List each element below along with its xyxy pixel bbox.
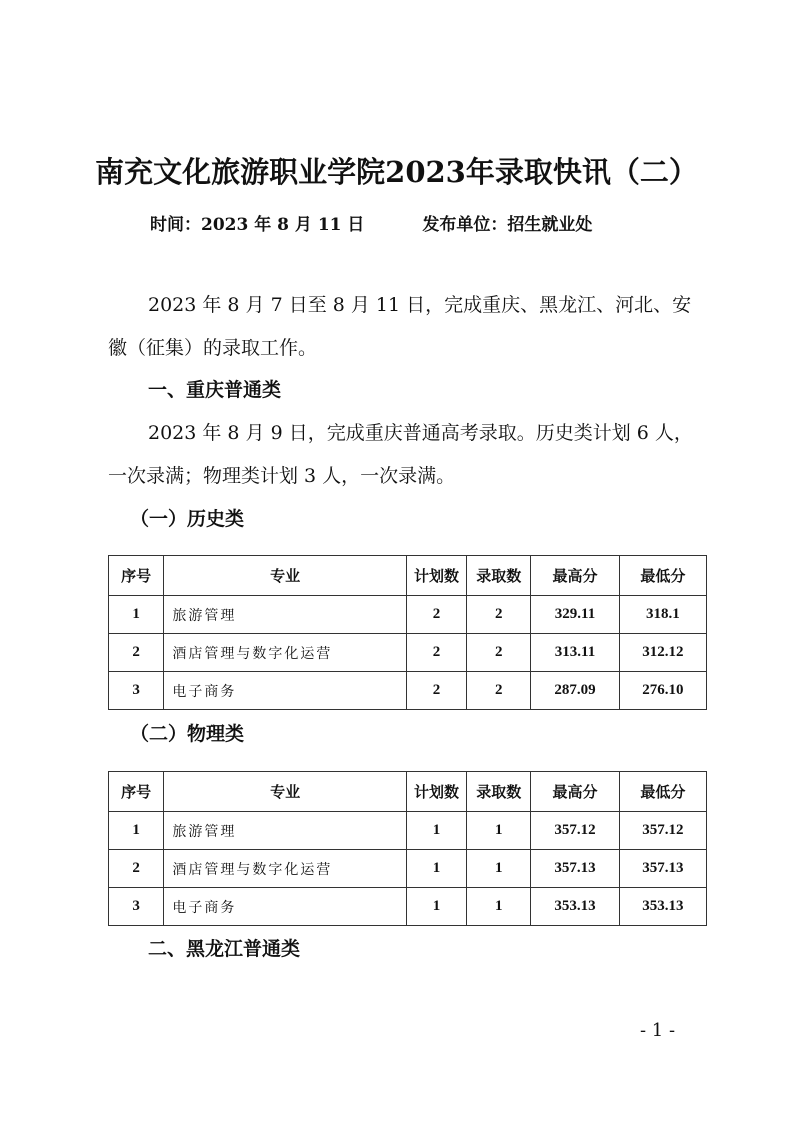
column-header: 序号 xyxy=(109,772,164,812)
column-header: 最低分 xyxy=(619,556,706,596)
table-cell: 329.11 xyxy=(531,596,619,634)
table-row xyxy=(109,596,707,634)
table-cell: 2 xyxy=(467,634,531,672)
table-cell: 1 xyxy=(109,596,164,634)
column-header: 计划数 xyxy=(406,772,466,812)
column-header: 录取数 xyxy=(467,556,531,596)
table-cell: 1 xyxy=(406,888,466,926)
table-cell: 3 xyxy=(109,672,164,710)
table-cell: 电子商务 xyxy=(164,672,407,710)
document-meta xyxy=(150,210,592,235)
table-cell: 酒店管理与数字化运营 xyxy=(164,850,407,888)
page-number: - 1 - xyxy=(640,1020,676,1041)
table-cell: 276.10 xyxy=(619,672,706,710)
table-cell: 312.12 xyxy=(619,634,706,672)
publish-time: 时间：2023 年 8 月 11 日 xyxy=(150,215,365,235)
column-header: 专业 xyxy=(164,772,407,812)
column-header: 最高分 xyxy=(531,556,619,596)
column-header: 最高分 xyxy=(531,772,619,812)
table-cell: 357.13 xyxy=(619,850,706,888)
table-cell: 1 xyxy=(109,812,164,850)
table-cell: 2 xyxy=(109,850,164,888)
table-cell: 2 xyxy=(109,634,164,672)
table-cell: 2 xyxy=(406,596,466,634)
table-cell: 电子商务 xyxy=(164,888,407,926)
column-header: 计划数 xyxy=(406,556,466,596)
table-row xyxy=(109,672,707,710)
table-cell: 1 xyxy=(406,850,466,888)
table-cell: 357.13 xyxy=(531,850,619,888)
table-cell: 1 xyxy=(406,812,466,850)
column-header: 最低分 xyxy=(619,772,706,812)
table-cell: 357.12 xyxy=(531,812,619,850)
column-header: 序号 xyxy=(109,556,164,596)
table2-heading: （二）物理类 xyxy=(130,723,245,745)
table-row xyxy=(109,812,707,850)
table-cell: 353.13 xyxy=(531,888,619,926)
section2-heading: 二、黑龙江普通类 xyxy=(148,938,301,960)
table-cell: 353.13 xyxy=(619,888,706,926)
table-cell: 旅游管理 xyxy=(164,812,407,850)
history-table xyxy=(108,555,707,710)
table1-heading: （一）历史类 xyxy=(130,508,245,530)
column-header: 录取数 xyxy=(467,772,531,812)
table-row xyxy=(109,888,707,926)
table-cell: 2 xyxy=(406,672,466,710)
section1-heading: 一、重庆普通类 xyxy=(148,379,282,401)
table-row xyxy=(109,850,707,888)
table-cell: 1 xyxy=(467,812,531,850)
physics-table xyxy=(108,771,707,926)
publisher: 发布单位：招生就业处 xyxy=(422,215,593,235)
table-cell: 2 xyxy=(467,596,531,634)
table-header-row xyxy=(109,556,707,596)
table-row xyxy=(109,634,707,672)
column-header: 专业 xyxy=(164,556,407,596)
table-cell: 3 xyxy=(109,888,164,926)
table-cell: 旅游管理 xyxy=(164,596,407,634)
table-cell: 287.09 xyxy=(531,672,619,710)
table-cell: 313.11 xyxy=(531,634,619,672)
table-cell: 1 xyxy=(467,888,531,926)
intro-paragraph: 2023 年 8 月 7 日至 8 月 11 日，完成重庆、黑龙江、河北、安徽（征集）的录取工作。 xyxy=(108,294,692,359)
table-cell: 酒店管理与数字化运营 xyxy=(164,634,407,672)
table-header-row xyxy=(109,772,707,812)
section1-text: 2023 年 8 月 9 日，完成重庆普通高考录取。历史类计划 6 人，一次录满；物理类计划 3 人，一次录满。 xyxy=(108,422,693,487)
table-cell: 318.1 xyxy=(619,596,706,634)
table-cell: 1 xyxy=(467,850,531,888)
table-cell: 2 xyxy=(467,672,531,710)
table-cell: 357.12 xyxy=(619,812,706,850)
table-cell: 2 xyxy=(406,634,466,672)
document-title: 南充文化旅游职业学院2023年录取快讯（二） xyxy=(95,155,698,189)
